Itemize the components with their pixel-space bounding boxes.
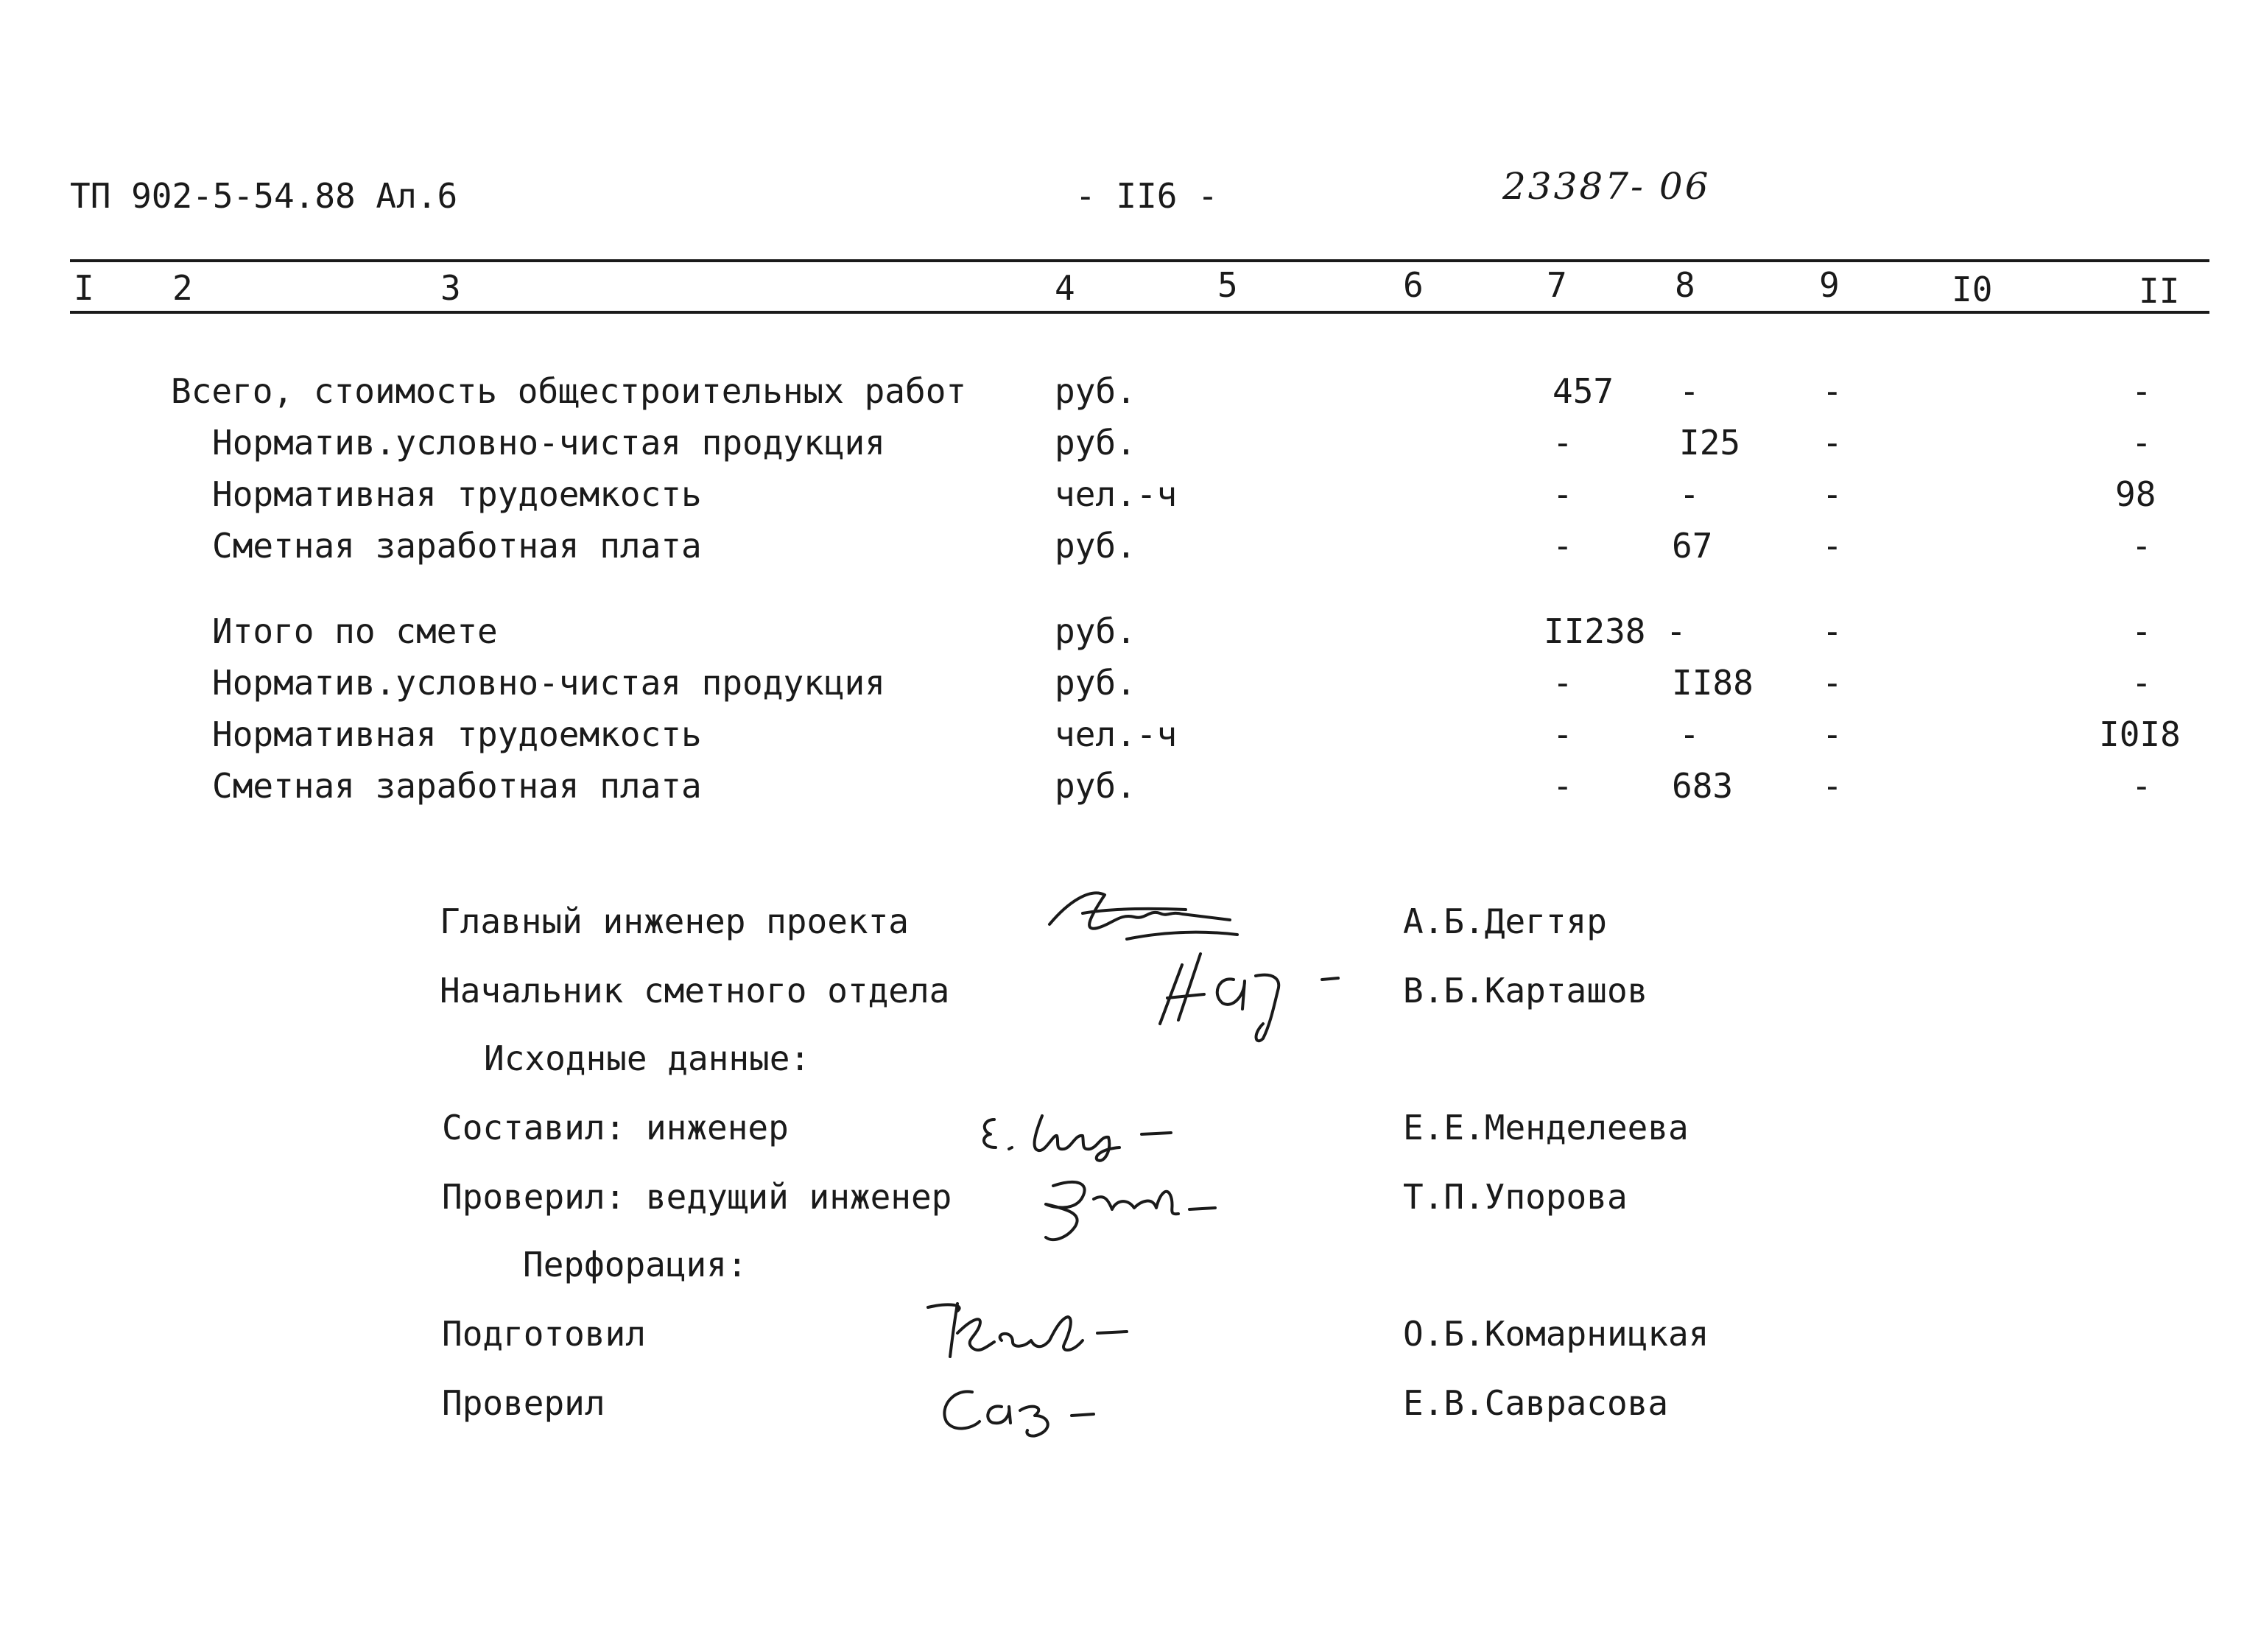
row-col8: II88 xyxy=(1672,663,1754,703)
row-unit: руб. xyxy=(1055,371,1136,411)
column-header-4: 4 xyxy=(1055,268,1075,308)
signature-name: О.Б.Комарницкая xyxy=(1403,1314,1709,1354)
row-col8: - xyxy=(1679,714,1700,754)
row-col9: - xyxy=(1822,766,1843,806)
row-col8: - xyxy=(1679,371,1700,411)
inventory-number: 23387- 06 xyxy=(1502,165,1711,208)
row-unit: чел.-ч xyxy=(1055,474,1178,514)
row-col9: - xyxy=(1822,474,1843,514)
row-col11: 98 xyxy=(2115,474,2156,514)
row-col11: - xyxy=(2131,611,2152,651)
handwritten-signature-checked-lead xyxy=(1024,1156,1245,1267)
row-col9: - xyxy=(1822,526,1843,566)
column-header-11: II xyxy=(2139,271,2180,311)
column-header-6: 6 xyxy=(1403,265,1424,305)
column-header-10: I0 xyxy=(1952,270,1993,309)
row-col9: - xyxy=(1822,714,1843,754)
row-unit: чел.-ч xyxy=(1055,714,1178,754)
signature-name: Т.П.Упорова xyxy=(1403,1177,1628,1217)
row-col7: - xyxy=(1553,474,1573,514)
row-unit: руб. xyxy=(1055,423,1136,463)
column-header-9: 9 xyxy=(1819,265,1840,305)
row-col7: II238 xyxy=(1544,611,1646,651)
document-code: ТП 902-5-54.88 Ал.6 xyxy=(70,176,458,216)
row-col11: - xyxy=(2131,766,2152,806)
row-col7: - xyxy=(1553,766,1573,806)
handwritten-signature-prepared xyxy=(913,1289,1156,1370)
signature-name: А.Б.Дегтяр xyxy=(1403,901,1607,941)
row-col9: - xyxy=(1822,611,1843,651)
handwritten-signature-estimate-head xyxy=(1145,935,1351,1053)
row-col9: - xyxy=(1822,663,1843,703)
header-bottom-rule xyxy=(70,311,2209,314)
column-header-5: 5 xyxy=(1217,265,1238,305)
row-col8: - xyxy=(1679,474,1700,514)
signature-role: Составил: инженер xyxy=(442,1108,789,1147)
row-name: Всего, стоимость общестроительных работ xyxy=(171,371,967,411)
signature-name: В.Б.Карташов xyxy=(1403,971,1648,1010)
signature-role: Проверил: ведущий инженер xyxy=(442,1177,952,1217)
row-name: Сметная заработная плата xyxy=(212,526,702,566)
row-unit: руб. xyxy=(1055,611,1136,651)
column-header-2: 2 xyxy=(172,268,193,308)
row-col8: 67 xyxy=(1672,526,1713,566)
row-name: Сметная заработная плата xyxy=(212,766,702,806)
row-col11: I0I8 xyxy=(2099,714,2181,754)
handwritten-signature-checked xyxy=(928,1370,1119,1451)
row-col9: - xyxy=(1822,371,1843,411)
row-unit: руб. xyxy=(1055,526,1136,566)
row-col11: - xyxy=(2131,526,2152,566)
row-col9: - xyxy=(1822,423,1843,463)
row-name: Норматив.условно-чистая продукция xyxy=(212,423,885,463)
page-number: - II6 - xyxy=(1075,176,1218,216)
header-top-rule xyxy=(70,259,2209,262)
row-name: Нормативная трудоемкость xyxy=(212,474,702,514)
signature-name: Е.В.Саврасова xyxy=(1403,1383,1669,1423)
row-col11: - xyxy=(2131,663,2152,703)
row-name: Нормативная трудоемкость xyxy=(212,714,702,754)
row-unit: руб. xyxy=(1055,766,1136,806)
row-col7: - xyxy=(1553,714,1573,754)
row-col7: - xyxy=(1553,526,1573,566)
section-heading: Исходные данные: xyxy=(484,1038,811,1078)
row-col8: 683 xyxy=(1672,766,1734,806)
row-col7: - xyxy=(1553,423,1573,463)
column-header-7: 7 xyxy=(1547,265,1567,305)
row-col8: - xyxy=(1666,611,1687,651)
signature-name: Е.Е.Менделеева xyxy=(1403,1108,1689,1147)
signature-role: Главный инженер проекта xyxy=(440,901,909,941)
row-col11: - xyxy=(2131,371,2152,411)
row-name: Итого по смете xyxy=(212,611,498,651)
row-col11: - xyxy=(2131,423,2152,463)
row-col8: I25 xyxy=(1679,423,1741,463)
row-col7: 457 xyxy=(1553,371,1614,411)
row-col7: - xyxy=(1553,663,1573,703)
signature-role: Проверил xyxy=(442,1383,605,1423)
column-header-1: I xyxy=(74,268,94,308)
signature-role: Начальник сметного отдела xyxy=(440,971,950,1010)
column-header-3: 3 xyxy=(440,268,461,308)
column-header-8: 8 xyxy=(1675,265,1695,305)
section-heading: Перфорация: xyxy=(523,1245,748,1284)
row-unit: руб. xyxy=(1055,663,1136,703)
row-name: Норматив.условно-чистая продукция xyxy=(212,663,885,703)
signature-role: Подготовил xyxy=(442,1314,646,1354)
